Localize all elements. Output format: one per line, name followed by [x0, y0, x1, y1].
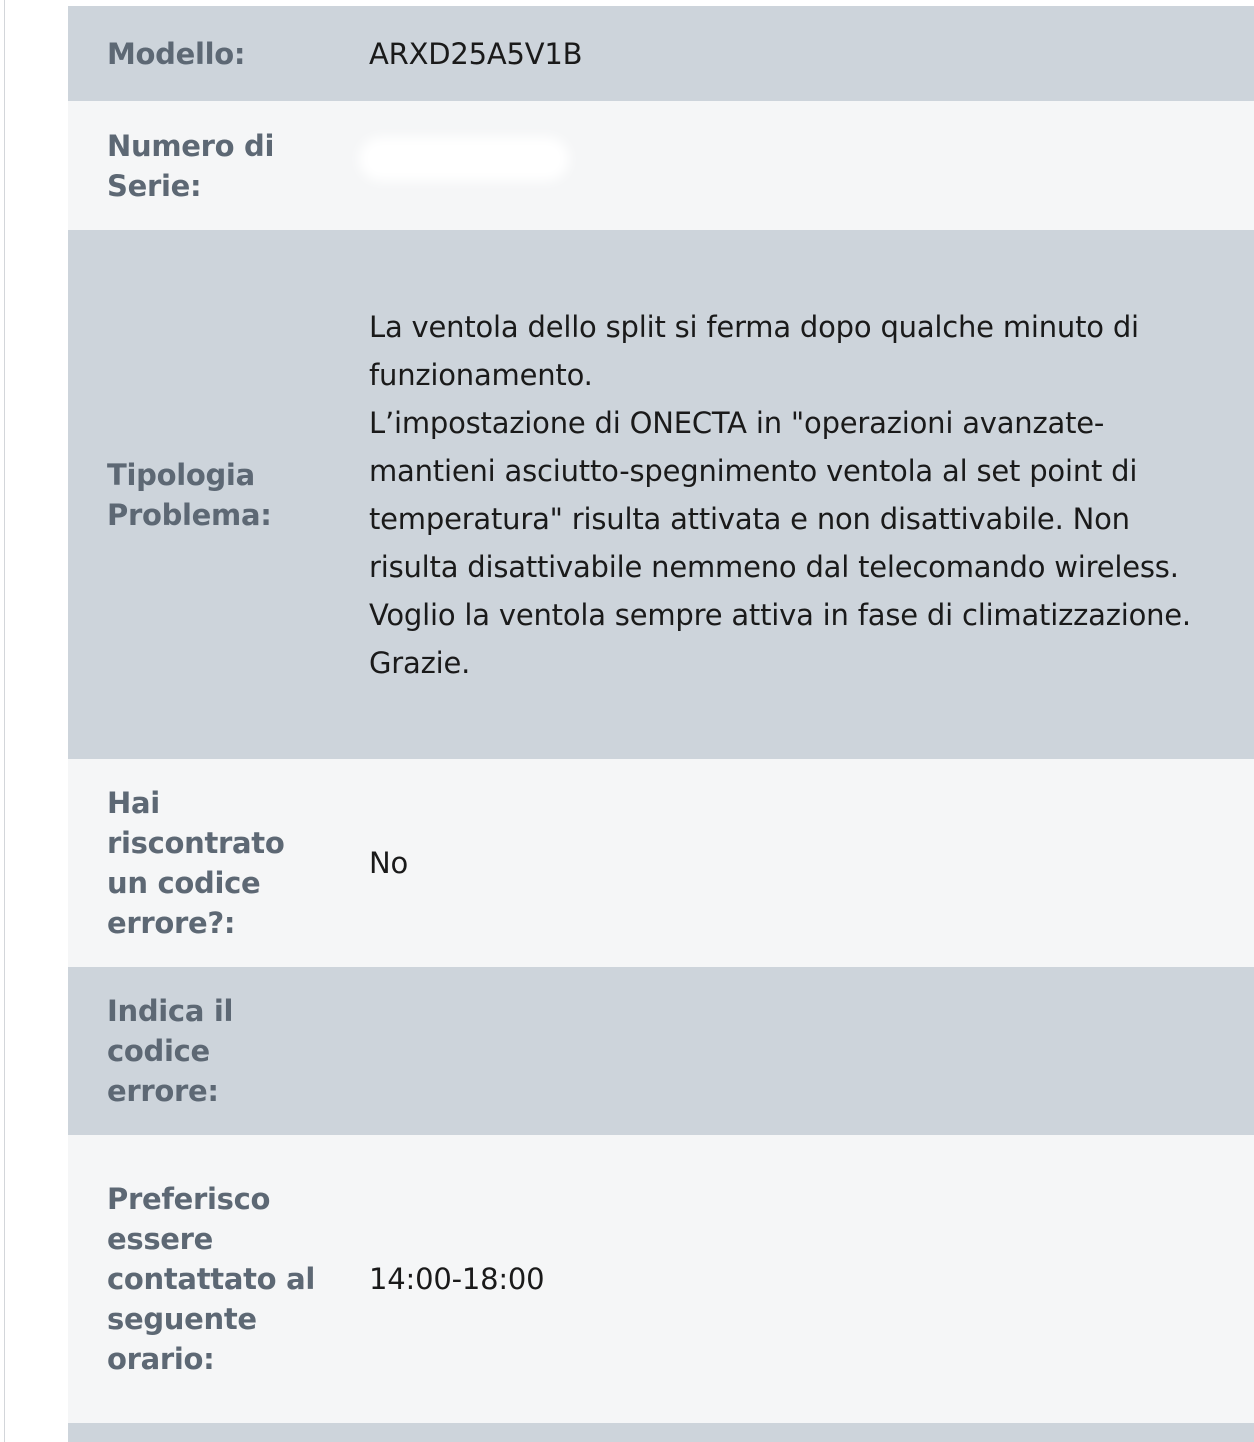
error-code-row	[68, 967, 1254, 1135]
problem-paragraph: Grazie.	[369, 645, 471, 680]
error-code-question-label: Hai riscontrato un codice errore?:	[107, 786, 285, 940]
problem-paragraph: Voglio la ventola sempre attiva in fase di climatizzazione.	[369, 597, 1191, 632]
next-row-partial	[68, 1423, 1254, 1442]
model-label: Modello:	[107, 36, 246, 71]
serial-number-label: Numero di Serie:	[107, 128, 275, 203]
serial-number-value	[330, 137, 1254, 195]
model-value: ARXD25A5V1B	[369, 36, 583, 71]
problem-type-row	[68, 230, 1254, 759]
serial-number-row	[68, 101, 1254, 230]
serial-number-redacted	[359, 137, 569, 181]
problem-paragraph: La ventola dello split si ferma dopo qualche minuto di funzionamento.	[369, 309, 1139, 392]
request-details-table	[68, 6, 1254, 1442]
error-code-label: Indica il codice errore:	[107, 994, 234, 1108]
contact-time-row	[68, 1135, 1254, 1423]
model-row	[68, 6, 1254, 101]
problem-paragraph: L’impostazione di ONECTA in "operazioni avanzate-mantieni asciutto-spegnimento ventola al set point di temperatura" risulta attivata e non disattivabile. Non risulta disattivabile nemmeno dal telecomando wireless.	[369, 405, 1179, 584]
problem-type-label: Tipologia Problema:	[107, 457, 272, 532]
page-left-border	[4, 0, 5, 1442]
contact-time-value: 14:00-18:00	[369, 1262, 545, 1296]
contact-time-label: Preferisco essere contattato al seguente orario:	[107, 1182, 315, 1376]
error-code-question-value: No	[369, 846, 409, 880]
error-code-question-row	[68, 759, 1254, 967]
problem-description	[330, 303, 1254, 687]
